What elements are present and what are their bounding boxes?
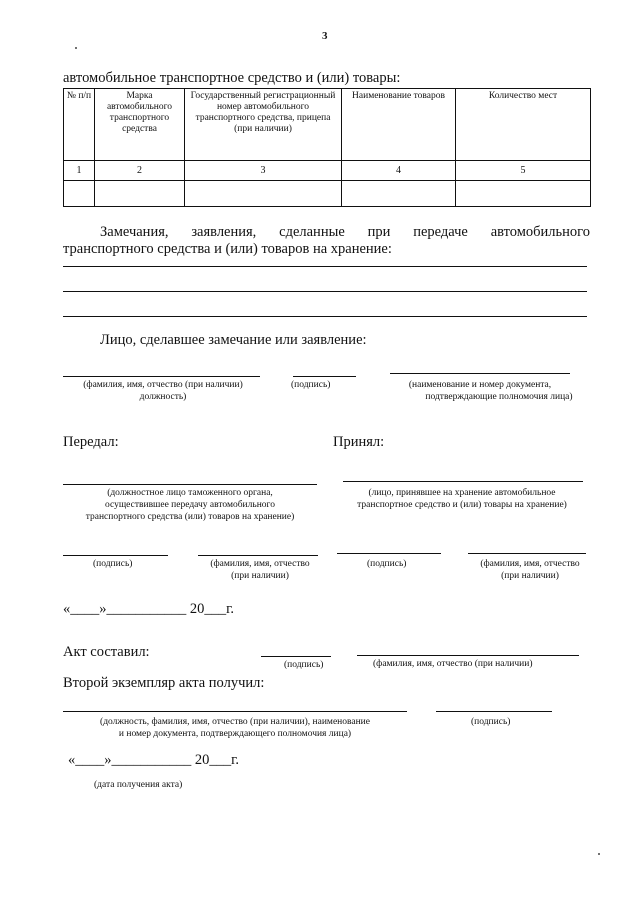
person-fio-caption xyxy=(63,379,263,403)
caption-text: (при наличии) xyxy=(231,571,289,581)
table-cell[interactable] xyxy=(456,181,591,207)
person-doc-caption xyxy=(370,379,590,403)
second-copy-person-line[interactable] xyxy=(63,711,407,712)
table-cell[interactable] xyxy=(64,181,95,207)
second-copy-label: Второй экземпляр акта получил: xyxy=(63,675,265,691)
table-cell: 4 xyxy=(342,161,456,181)
table-cell: 1 xyxy=(64,161,95,181)
caption-text: (наименование и номер документа, xyxy=(408,380,552,390)
caption-text: подтверждающие полномочия лица) xyxy=(425,392,573,402)
person-sign-caption: (подпись) xyxy=(291,380,331,390)
act-compiled-label: Акт составил: xyxy=(63,644,150,660)
caption-text: (фамилия, имя, отчество xyxy=(210,559,310,569)
caption-text: (фамилия, имя, отчество xyxy=(480,559,580,569)
person-fio-line[interactable] xyxy=(63,376,260,377)
took-person-line[interactable] xyxy=(343,481,583,482)
person-doc-line[interactable] xyxy=(390,373,570,374)
table-cell: 2 xyxy=(95,161,185,181)
gave-sign-caption: (подпись) xyxy=(93,559,133,569)
took-fio-caption xyxy=(468,558,592,582)
caption-text: транспортное средство и (или) товары на хранение) xyxy=(357,500,567,510)
table-cell[interactable] xyxy=(185,181,342,207)
act-fio-caption: (фамилия, имя, отчество (при наличии) xyxy=(373,659,533,669)
table-cell[interactable] xyxy=(342,181,456,207)
second-copy-sign-caption: (подпись) xyxy=(471,717,511,727)
caption-text: осуществившее передачу автомобильного xyxy=(105,500,275,510)
header-brand: Марка автомобильного транспортного средства xyxy=(95,89,185,161)
header-goods-name: Наименование товаров xyxy=(342,89,456,161)
gave-fio-line[interactable] xyxy=(198,555,318,556)
act-sign-line[interactable] xyxy=(261,656,331,657)
caption-text: (должностное лицо таможенного органа, xyxy=(107,488,273,498)
gave-official-caption xyxy=(63,487,317,523)
receipt-date-caption: (дата получения акта) xyxy=(94,780,183,790)
person-sign-line[interactable] xyxy=(293,376,356,377)
took-sign-caption: (подпись) xyxy=(367,559,407,569)
caption-text: (при наличии) xyxy=(501,571,559,581)
goods-table-number-row xyxy=(64,161,591,181)
table-cell: 5 xyxy=(456,161,591,181)
caption-text: (лицо, принявшее на хранение автомобильное xyxy=(368,488,556,498)
remarks-line-1: Замечания, заявления, сделанные при передаче автомобильного xyxy=(100,224,590,240)
caption-text: должность) xyxy=(139,392,187,402)
remarks-blank-line[interactable] xyxy=(63,266,587,267)
remarks-blank-line[interactable] xyxy=(63,291,587,292)
goods-table-blank-row xyxy=(64,181,591,207)
table-cell[interactable] xyxy=(95,181,185,207)
receipt-date[interactable]: «____»___________ 20___г. xyxy=(68,752,240,768)
gave-sign-line[interactable] xyxy=(63,555,168,556)
header-reg-number: Государственный регистрационный номер автомобильного транспортного средства, прицепа (при наличии) xyxy=(185,89,342,161)
second-copy-sign-line[interactable] xyxy=(436,711,552,712)
transfer-date[interactable]: «____»___________ 20___г. xyxy=(63,601,235,617)
caption-text: транспортного средства (или) товаров на хранение) xyxy=(85,512,295,522)
header-number: № п/п xyxy=(64,89,95,161)
took-person-caption xyxy=(338,487,586,511)
header-quantity: Количество мест xyxy=(456,89,591,161)
table-intro: автомобильное транспортное средство и (или) товары: xyxy=(63,70,401,86)
gave-label: Передал: xyxy=(63,434,119,450)
took-sign-line[interactable] xyxy=(337,553,441,554)
scan-speck xyxy=(75,47,77,49)
caption-text: (фамилия, имя, отчество (при наличии) xyxy=(83,380,243,390)
remarks-blank-line[interactable] xyxy=(63,316,587,317)
act-sign-caption: (подпись) xyxy=(284,660,324,670)
caption-text: и номер документа, подтверждающего полномочия лица) xyxy=(118,729,352,739)
caption-text: (должность, фамилия, имя, отчество (при наличии), наименование xyxy=(100,717,370,727)
took-label: Принял: xyxy=(333,434,385,450)
gave-fio-caption xyxy=(198,558,322,582)
goods-table xyxy=(63,88,591,207)
scan-speck xyxy=(598,853,600,855)
gave-official-line[interactable] xyxy=(63,484,317,485)
person-heading: Лицо, сделавшее замечание или заявление: xyxy=(100,332,367,348)
page-number: 3 xyxy=(322,30,328,42)
goods-table-header-row xyxy=(64,89,591,161)
table-cell: 3 xyxy=(185,161,342,181)
took-fio-line[interactable] xyxy=(468,553,586,554)
remarks-line-2: транспортного средства и (или) товаров на хранение: xyxy=(63,241,392,257)
act-fio-line[interactable] xyxy=(357,655,579,656)
second-copy-caption xyxy=(63,716,407,740)
